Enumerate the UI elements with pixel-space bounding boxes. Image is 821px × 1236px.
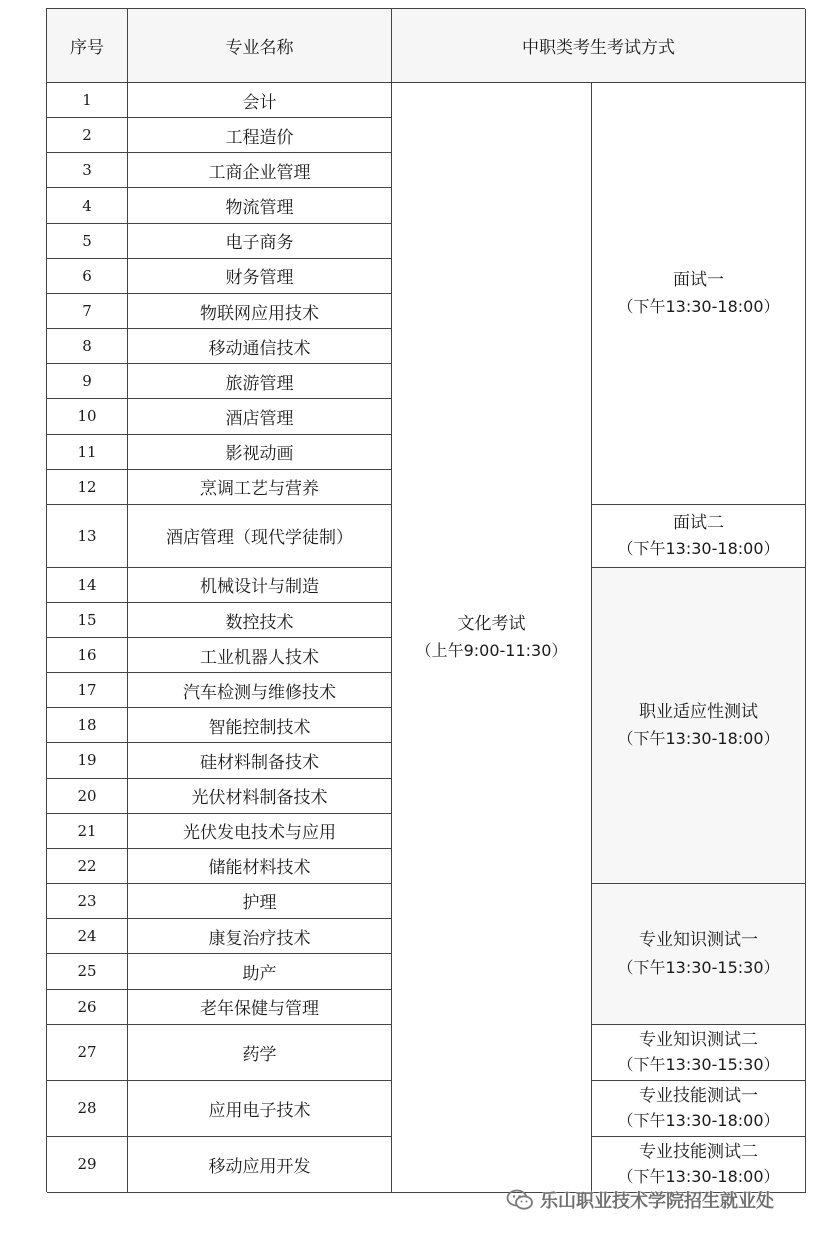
exam-label: 面试一 xyxy=(673,270,724,291)
header-major: 专业名称 xyxy=(128,9,392,83)
watermark-text: 乐山职业技术学院招生就业处 xyxy=(540,1191,774,1212)
row-number: 21 xyxy=(47,814,128,849)
exam-knowledge-test-1 xyxy=(592,884,806,1025)
row-number: 15 xyxy=(47,603,128,638)
exam-table xyxy=(46,8,805,1192)
exam-time: （下午13:30-18:00） xyxy=(617,538,780,558)
exam-label: 专业技能测试二 xyxy=(639,1142,758,1163)
row-number: 6 xyxy=(47,259,128,294)
exam-label: 专业知识测试二 xyxy=(639,1030,758,1051)
major-name: 会计 xyxy=(128,83,392,118)
major-name: 旅游管理 xyxy=(128,364,392,399)
major-name: 工商企业管理 xyxy=(128,153,392,188)
row-number: 13 xyxy=(47,505,128,568)
major-name: 工业机器人技术 xyxy=(128,638,392,673)
major-name: 物联网应用技术 xyxy=(128,294,392,329)
major-name: 光伏材料制备技术 xyxy=(128,779,392,814)
row-number: 27 xyxy=(47,1025,128,1081)
exam-time: （下午13:30-18:00） xyxy=(617,1167,780,1187)
culture-exam-label: 文化考试 xyxy=(457,614,526,635)
row-number: 9 xyxy=(47,364,128,399)
exam-interview-2 xyxy=(592,505,806,568)
header-exam-method: 中职类考生考试方式 xyxy=(392,9,806,83)
row-number: 8 xyxy=(47,329,128,364)
exam-label: 面试二 xyxy=(673,513,724,534)
row-number: 22 xyxy=(47,849,128,884)
row-number: 26 xyxy=(47,990,128,1025)
major-name: 机械设计与制造 xyxy=(128,568,392,603)
major-name: 移动通信技术 xyxy=(128,329,392,364)
exam-skill-test-1 xyxy=(592,1081,806,1137)
major-name: 助产 xyxy=(128,954,392,989)
row-number: 5 xyxy=(47,224,128,259)
watermark xyxy=(506,1184,774,1216)
exam-aptitude-test xyxy=(592,568,806,884)
major-name: 财务管理 xyxy=(128,259,392,294)
row-number: 23 xyxy=(47,884,128,919)
header-seq: 序号 xyxy=(47,9,128,83)
row-number: 1 xyxy=(47,83,128,118)
row-number: 2 xyxy=(47,118,128,153)
culture-exam-cell xyxy=(392,83,592,1193)
major-name: 储能材料技术 xyxy=(128,849,392,884)
row-number: 20 xyxy=(47,779,128,814)
major-name: 移动应用开发 xyxy=(128,1137,392,1193)
exam-time: （下午13:30-15:30） xyxy=(617,1055,780,1075)
row-number: 10 xyxy=(47,399,128,434)
major-name: 影视动画 xyxy=(128,435,392,470)
exam-interview-1 xyxy=(592,83,806,505)
row-number: 25 xyxy=(47,954,128,989)
row-number: 7 xyxy=(47,294,128,329)
row-number: 11 xyxy=(47,435,128,470)
major-name: 酒店管理 xyxy=(128,399,392,434)
exam-time: （下午13:30-15:30） xyxy=(617,957,780,977)
major-name: 酒店管理（现代学徒制） xyxy=(128,505,392,568)
exam-label: 专业技能测试一 xyxy=(639,1086,758,1107)
exam-knowledge-test-2 xyxy=(592,1025,806,1081)
row-number: 29 xyxy=(47,1137,128,1193)
row-number: 18 xyxy=(47,708,128,743)
row-number: 19 xyxy=(47,743,128,778)
exam-label: 职业适应性测试 xyxy=(639,701,758,722)
row-number: 4 xyxy=(47,188,128,223)
major-name: 光伏发电技术与应用 xyxy=(128,814,392,849)
exam-time: （下午13:30-18:00） xyxy=(617,729,780,749)
major-name: 数控技术 xyxy=(128,603,392,638)
row-number: 3 xyxy=(47,153,128,188)
major-name: 电子商务 xyxy=(128,224,392,259)
major-name: 智能控制技术 xyxy=(128,708,392,743)
major-name: 汽车检测与维修技术 xyxy=(128,673,392,708)
row-number: 12 xyxy=(47,470,128,505)
culture-exam-time: （上午9:00-11:30） xyxy=(415,641,568,661)
row-number: 16 xyxy=(47,638,128,673)
major-name: 烹调工艺与营养 xyxy=(128,470,392,505)
major-name: 康复治疗技术 xyxy=(128,919,392,954)
major-name: 硅材料制备技术 xyxy=(128,743,392,778)
wechat-icon xyxy=(506,1189,534,1211)
exam-label: 专业知识测试一 xyxy=(639,930,758,951)
major-name: 物流管理 xyxy=(128,188,392,223)
row-number: 14 xyxy=(47,568,128,603)
row-number: 28 xyxy=(47,1081,128,1137)
major-name: 应用电子技术 xyxy=(128,1081,392,1137)
exam-time: （下午13:30-18:00） xyxy=(617,1111,780,1131)
major-name: 护理 xyxy=(128,884,392,919)
major-name: 老年保健与管理 xyxy=(128,990,392,1025)
major-name: 药学 xyxy=(128,1025,392,1081)
exam-time: （下午13:30-18:00） xyxy=(617,297,780,317)
row-number: 17 xyxy=(47,673,128,708)
major-name: 工程造价 xyxy=(128,118,392,153)
row-number: 24 xyxy=(47,919,128,954)
